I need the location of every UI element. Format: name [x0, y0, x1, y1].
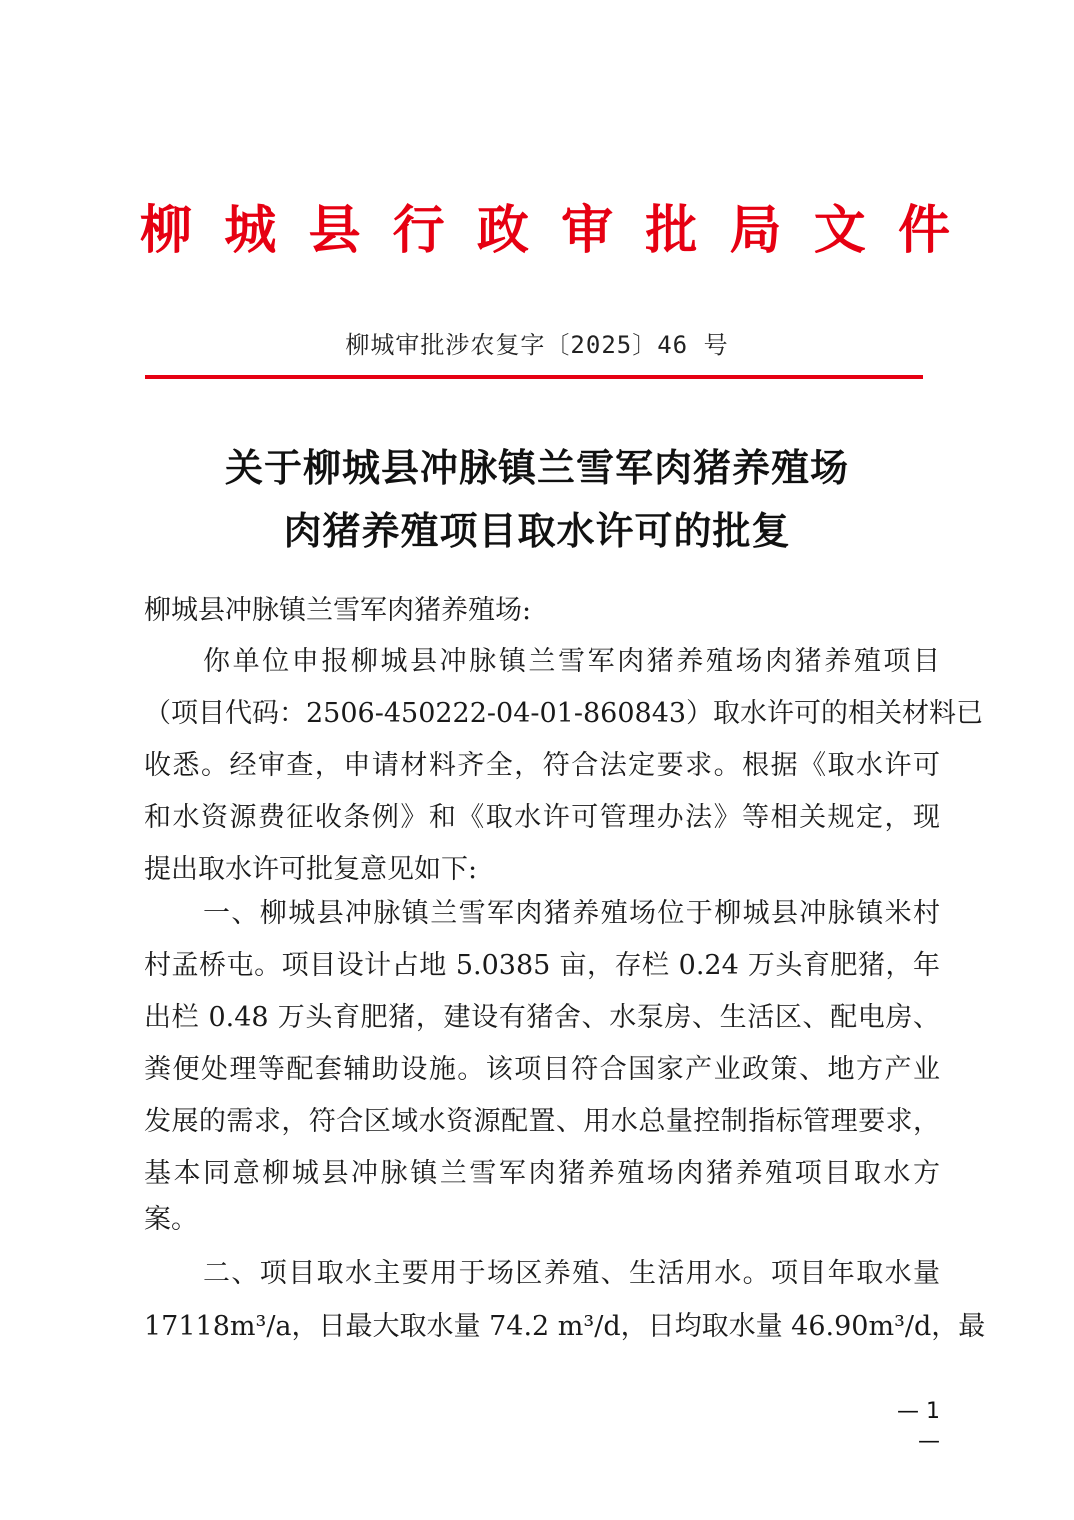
- document-title-line-1: 关于柳城县冲脉镇兰雪军肉猪养殖场: [224, 445, 849, 490]
- header-char: 行: [392, 200, 445, 261]
- paragraph-1-line: （项目代码：2506-450222-04-01-860843）取水许可的相关材料已: [144, 698, 984, 729]
- paragraph-2-line: 出栏 0.48 万头育肥猪，建设有猪舍、水泵房、生活区、配电房、: [144, 1002, 940, 1033]
- paragraph-1-line: 和水资源费征收条例》和《取水许可管理办法》等相关规定，现: [144, 802, 940, 833]
- paragraph-1-line: 收悉。经审查，申请材料齐全，符合法定要求。根据《取水许可: [144, 750, 940, 781]
- paragraph-2-line: 一、柳城县冲脉镇兰雪军肉猪养殖场位于柳城县冲脉镇米村: [203, 898, 940, 929]
- paragraph-3-line: 17118m³/a，日最大取水量 74.2 m³/d，日均取水量 46.90m³/d，最: [144, 1311, 986, 1342]
- header-char: 审: [561, 200, 614, 261]
- document-number: 柳城审批涉农复字〔2025〕46 号: [345, 331, 729, 359]
- header-char: 柳: [140, 200, 193, 261]
- issuing-authority-header: [140, 196, 950, 266]
- document-title-line-2: 肉猪养殖项目取水许可的批复: [283, 508, 791, 553]
- paragraph-2-line: 粪便处理等配套辅助设施。该项目符合国家产业政策、地方产业: [144, 1054, 940, 1085]
- paragraph-2-line: 基本同意柳城县冲脉镇兰雪军肉猪养殖场肉猪养殖项目取水方: [144, 1158, 940, 1189]
- header-char: 件: [897, 200, 950, 261]
- header-char: 局: [729, 200, 782, 261]
- paragraph-2-line: 村孟桥屯。项目设计占地 5.0385 亩，存栏 0.24 万头育肥猪，年: [144, 950, 940, 981]
- paragraph-1-line: 提出取水许可批复意见如下:: [144, 854, 478, 885]
- red-divider-line: [145, 375, 923, 379]
- paragraph-3-line: 二、项目取水主要用于场区养殖、生活用水。项目年取水量: [203, 1258, 940, 1289]
- header-char: 批: [645, 200, 698, 261]
- paragraph-2-line: 案。: [144, 1204, 198, 1235]
- header-char: 文: [813, 200, 866, 261]
- salutation: 柳城县冲脉镇兰雪军肉猪养殖场:: [144, 595, 532, 626]
- header-char: 城: [224, 200, 277, 261]
- paragraph-2-line: 发展的需求，符合区域水资源配置、用水总量控制指标管理要求，: [144, 1106, 940, 1137]
- paragraph-1-line: 你单位申报柳城县冲脉镇兰雪军肉猪养殖场肉猪养殖项目: [203, 646, 940, 677]
- header-char: 县: [308, 200, 361, 261]
- page-number: — 1 —: [897, 1399, 940, 1454]
- header-char: 政: [476, 200, 529, 261]
